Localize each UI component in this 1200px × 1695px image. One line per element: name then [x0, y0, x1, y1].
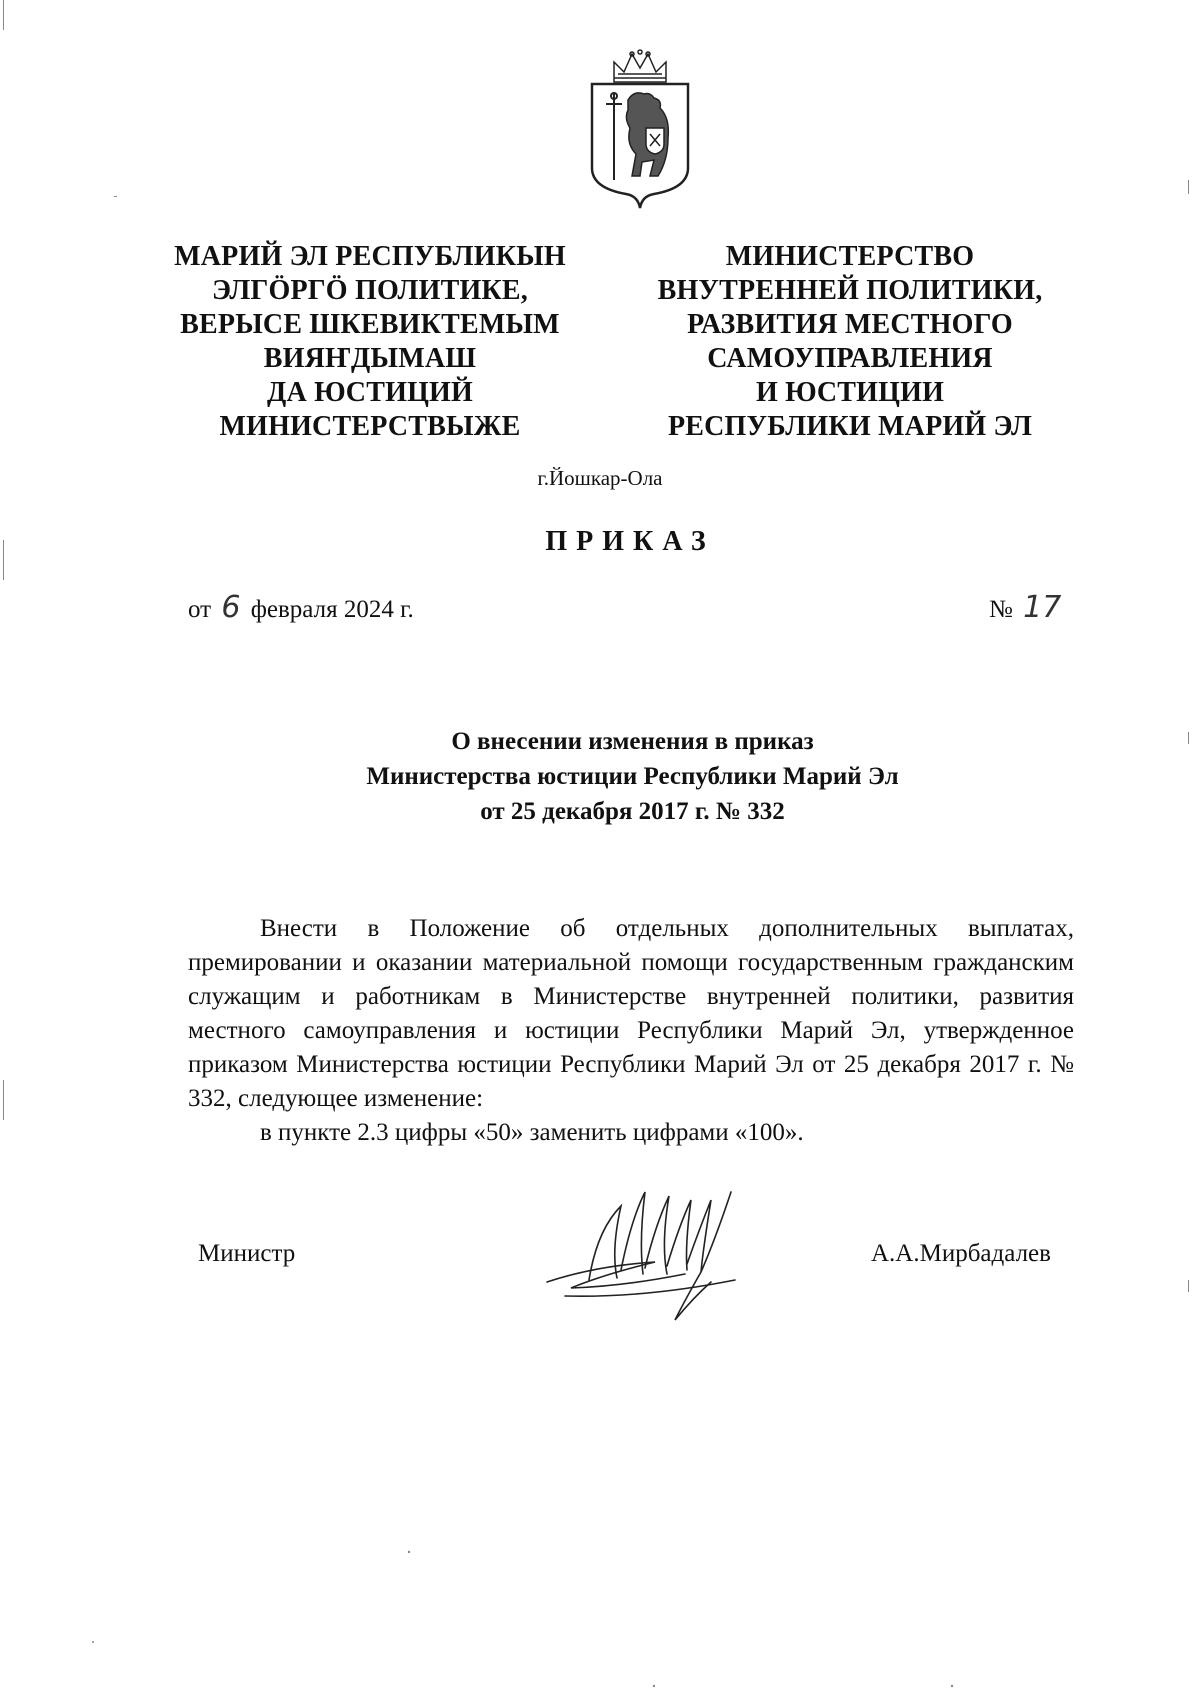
header-right-line: РАЗВИТИЯ МЕСТНОГО: [687, 309, 1013, 340]
header-left-line: МИНИСТЕРСТВЫЖЕ: [219, 411, 521, 442]
header-right-line: МИНИСТЕРСТВО: [725, 241, 975, 272]
city-name: г.Йошкар-Ола: [537, 466, 663, 490]
title-line: Министерства юстиции Республики Марий Эл: [366, 763, 899, 790]
coat-of-arms-emblem: [584, 48, 696, 210]
header-left-line: ВИЯҤДЫМАШ: [263, 343, 477, 374]
header-mari-ministry-name: [160, 240, 580, 444]
number-sign: №: [989, 596, 1013, 623]
date-prefix: от: [188, 596, 212, 623]
signatory-role: Министр: [198, 1240, 296, 1267]
order-body: [188, 912, 1074, 1150]
body-paragraph-1: Внести в Положение об отдельных дополнительных выплатах, премировании и оказании материальной помощи государственным гражданским служащим и работникам в Министерстве внутренней политики, развития местного самоуправления и юстиции Республики Марий Эл, утвержденное приказом Министерства юстиции Республики Марий Эл от 25 декабря 2017 г. № 332, следующее изменение:: [188, 915, 1074, 1112]
handwritten-signature: [535, 1170, 795, 1340]
order-title: [0, 724, 1200, 829]
header-left-line: ДА ЮСТИЦИЙ: [266, 377, 474, 408]
header-right-line: РЕСПУБЛИКИ МАРИЙ ЭЛ: [667, 411, 1033, 442]
header-left-line: МАРИЙ ЭЛ РЕСПУБЛИКЫН: [174, 241, 566, 272]
header-right-line: САМОУПРАВЛЕНИЯ: [707, 343, 993, 374]
date-rest: февраля 2024 г.: [250, 596, 414, 623]
number-value-handwritten: 17: [1023, 590, 1062, 625]
header-right-line: И ЮСТИЦИИ: [755, 377, 945, 408]
header-right-line: ВНУТРЕННЕЙ ПОЛИТИКИ,: [657, 275, 1043, 306]
header-russian-ministry-name: [640, 240, 1060, 444]
header-left-line: ЭЛГӦРГӦ ПОЛИТИКЕ,: [211, 275, 529, 306]
order-date: [188, 590, 414, 625]
body-paragraph-2: в пункте 2.3 цифры «50» заменить цифрами «100».: [260, 1119, 804, 1146]
title-line: О внесении изменения в приказ: [451, 728, 814, 755]
date-day-handwritten: 6: [221, 590, 241, 625]
header-left-line: ВЕРЫСЕ ШКЕВИКТЕМЫМ: [180, 309, 560, 340]
title-line: от 25 декабря 2017 г. № 332: [480, 798, 785, 825]
order-number: [989, 590, 1065, 625]
document-type-title: ПРИКАЗ: [545, 526, 715, 557]
signatory-name: А.А.Мирбадалев: [871, 1240, 1051, 1267]
